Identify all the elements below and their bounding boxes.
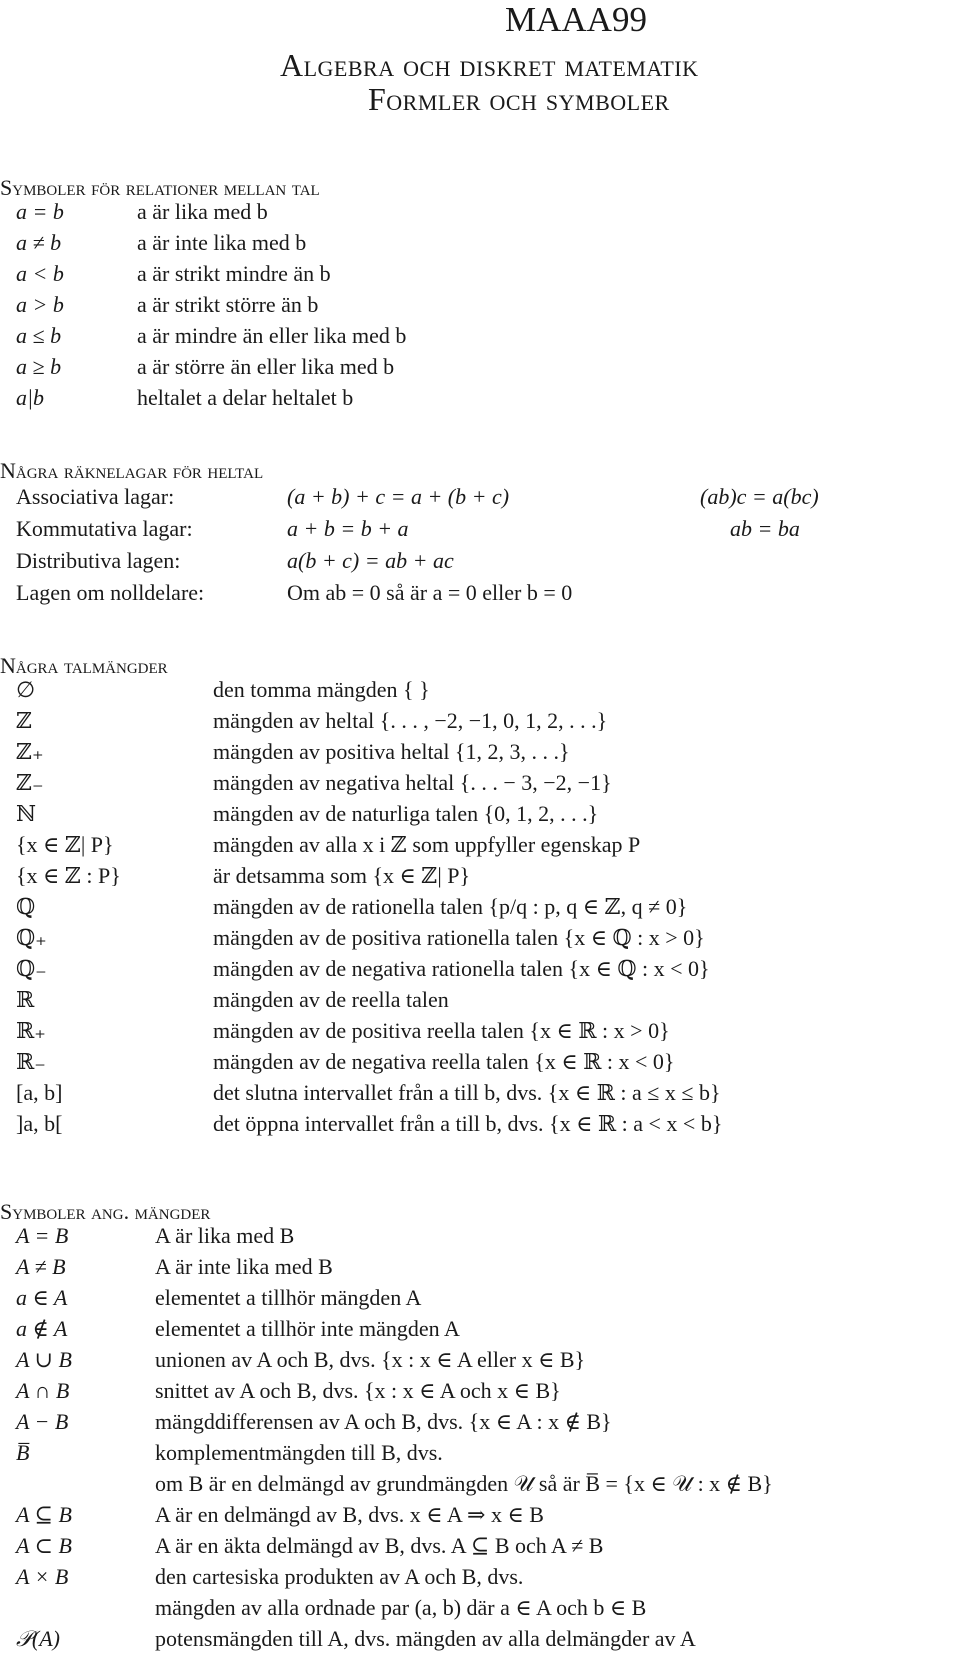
symbol-cell: ℝ₋ [16,1049,46,1074]
section-heading: Några räknelagar för heltal [0,458,264,483]
meaning-cell: A är en äkta delmängd av B, dvs. A ⊆ B och A ≠ B [155,1533,604,1558]
law-name: Lagen om nolldelare: [16,580,205,605]
meaning-cell: a är inte lika med b [137,230,307,255]
document-subtitle: Formler och symboler [368,81,670,117]
meaning-cell: det slutna intervallet från a till b, dvs. {x ∈ ℝ : a ≤ x ≤ b} [213,1080,721,1105]
meaning-cell: a är större än eller lika med b [137,354,395,379]
symbol-cell: ]a, b[ [16,1111,63,1136]
law-formula: a(b + c) = ab + ac [287,548,454,573]
meaning-cell: mängden av de reella talen [213,987,449,1012]
meaning-cell: mängden av negativa heltal {. . . − 3, −2, −1} [213,770,612,795]
symbol-cell: a ≥ b [16,354,62,379]
symbol-cell: [a, b] [16,1080,63,1105]
document-title: Algebra och diskret matematik [280,47,699,83]
law-formula-alt: (ab)c = a(bc) [700,484,819,509]
symbol-cell: ℤ₋ [16,770,44,795]
section-heading: Några talmängder [0,653,168,678]
meaning-cell: mängden av alla x i ℤ som uppfyller egenskap P [213,832,641,857]
meaning-cell: a är lika med b [137,199,268,224]
meaning-cell: mängden av de rationella talen {p/q : p, q ∈ ℤ, q ≠ 0} [213,894,688,919]
symbol-cell: a ≤ b [16,323,62,348]
symbol-cell: A − B [16,1409,69,1434]
law-formula: (a + b) + c = a + (b + c) [287,484,510,509]
symbol-cell: A ∪ B [16,1347,72,1372]
symbol-cell: ℝ₊ [16,1018,46,1043]
symbol-cell: ℝ [16,987,35,1012]
meaning-cell: a är strikt mindre än b [137,261,331,286]
law-name: Associativa lagar: [16,484,175,509]
symbol-cell: a ∈ A [16,1285,68,1310]
meaning-cell: det öppna intervallet från a till b, dvs. {x ∈ ℝ : a < x < b} [213,1111,723,1136]
law-formula: a + b = b + a [287,516,409,541]
meaning-cell: mängden av de positiva rationella talen {x ∈ ℚ : x > 0} [213,925,705,950]
meaning-cell: den cartesiska produkten av A och B, dvs. [155,1564,524,1589]
meaning-cell: a är mindre än eller lika med b [137,323,407,348]
meaning-cell: elementet a tillhör mängden A [155,1285,422,1310]
meaning-cell: A är lika med B [155,1223,295,1248]
symbol-cell: A ≠ B [16,1254,66,1279]
symbol-cell: {x ∈ ℤ| P} [16,832,114,857]
symbol-cell: a ∉ A [16,1316,68,1341]
symbol-cell: 𝒫(A) [16,1626,60,1651]
symbol-cell: a ≠ b [16,230,62,255]
symbol-cell: ℚ₋ [16,956,47,981]
symbol-cell: A ⊂ B [16,1533,72,1558]
symbol-cell: a > b [16,292,64,317]
meaning-cell: mängden av positiva heltal {1, 2, 3, . . .} [213,739,570,764]
meaning-cell: mängden av de naturliga talen {0, 1, 2, . . .} [213,801,599,826]
meaning-cell: är detsamma som {x ∈ ℤ| P} [213,863,471,888]
meaning-cell: potensmängden till A, dvs. mängden av alla delmängder av A [155,1626,696,1651]
section-heading: Symboler ang. mängder [0,1199,211,1224]
law-name: Kommutativa lagar: [16,516,193,541]
symbol-cell: a|b [16,385,45,410]
symbol-cell: B̅ [16,1440,30,1465]
meaning-cell: mängden av de negativa rationella talen {x ∈ ℚ : x < 0} [213,956,710,981]
law-formula: Om ab = 0 så är a = 0 eller b = 0 [287,580,573,605]
symbol-cell: A × B [16,1564,69,1589]
symbol-cell: {x ∈ ℤ : P} [16,863,121,888]
meaning-cell: mängddifferensen av A och B, dvs. {x ∈ A : x ∉ B} [155,1409,612,1434]
symbol-cell: A = B [16,1223,69,1248]
symbol-cell: ∅ [16,677,36,702]
section-heading: Symboler för relationer mellan tal [0,175,320,200]
symbol-cell: a < b [16,261,64,286]
meaning-cell: a är strikt större än b [137,292,319,317]
meaning-cell: den tomma mängden { } [213,677,430,702]
course-code: MAAA99 [505,0,647,39]
symbol-cell: A ∩ B [16,1378,70,1403]
symbol-cell: a = b [16,199,64,224]
symbol-cell: ℤ [16,708,33,733]
meaning-cell: komplementmängden till B, dvs. [155,1440,443,1465]
meaning-cell: elementet a tillhör inte mängden A [155,1316,460,1341]
meaning-cell: unionen av A och B, dvs. {x : x ∈ A eller x ∈ B} [155,1347,586,1372]
symbol-cell: ℚ₊ [16,925,47,950]
symbol-cell: ℚ [16,894,36,919]
law-name: Distributiva lagen: [16,548,181,573]
symbol-cell: ℕ [16,801,37,826]
meaning-cell: A är inte lika med B [155,1254,333,1279]
meaning-cell: mängden av heltal {. . . , −2, −1, 0, 1, 2, . . .} [213,708,608,733]
meaning-cell: om B är en delmängd av grundmängden 𝒰 så är B̅ = {x ∈ 𝒰 : x ∉ B} [155,1471,773,1496]
meaning-cell: snittet av A och B, dvs. {x : x ∈ A och x ∈ B} [155,1378,561,1403]
law-formula-alt: ab = ba [730,516,800,541]
symbol-cell: ℤ₊ [16,739,44,764]
meaning-cell: mängden av de positiva reella talen {x ∈ ℝ : x > 0} [213,1018,670,1043]
meaning-cell: mängden av de negativa reella talen {x ∈ ℝ : x < 0} [213,1049,675,1074]
symbol-cell: A ⊆ B [16,1502,72,1527]
meaning-cell: mängden av alla ordnade par (a, b) där a ∈ A och b ∈ B [155,1595,647,1620]
meaning-cell: heltalet a delar heltalet b [137,385,354,410]
meaning-cell: A är en delmängd av B, dvs. x ∈ A ⇒ x ∈ B [155,1502,544,1527]
